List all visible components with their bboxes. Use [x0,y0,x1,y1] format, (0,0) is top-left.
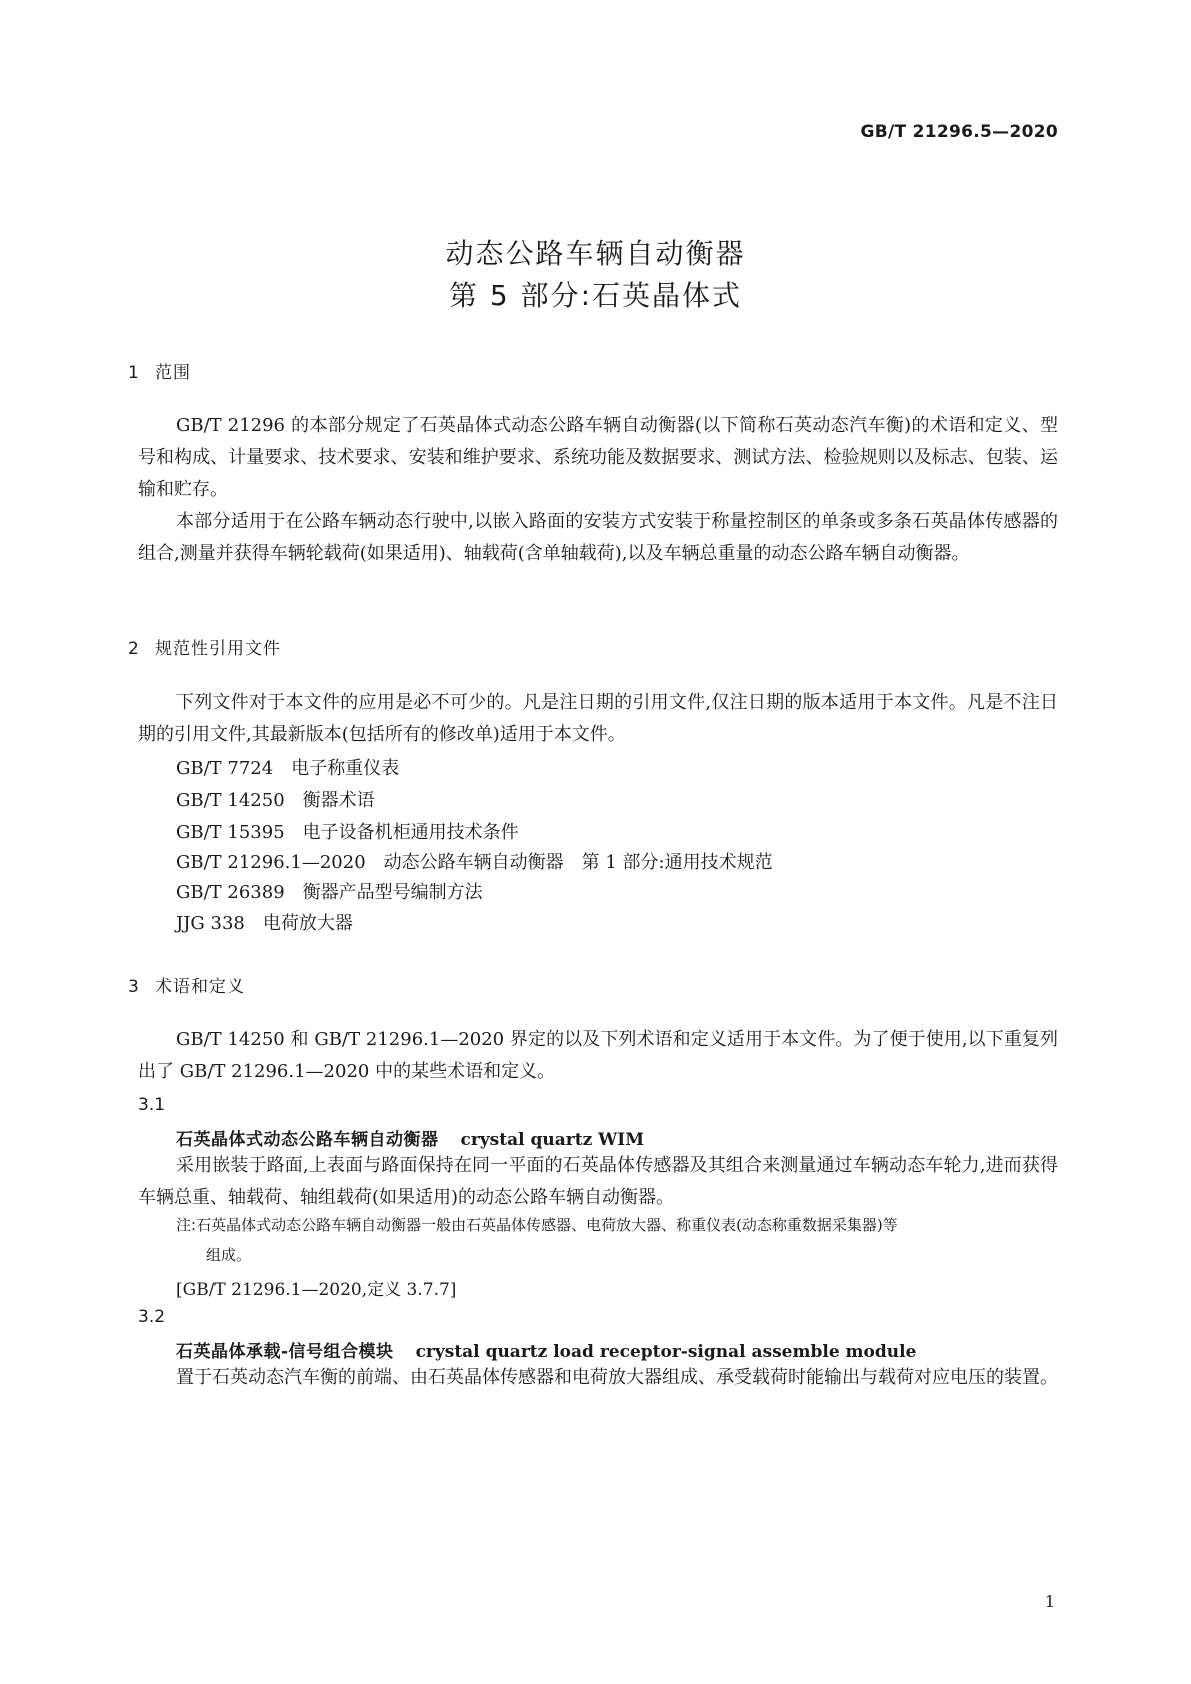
reference-title: 电荷放大器 [262,913,353,934]
section-title: 术语和定义 [155,977,245,997]
term-name-cn: 石英晶体式动态公路车辆自动衡器 [176,1130,439,1150]
section-heading-normative-references [128,634,281,659]
note-text-continued: 组成。 [206,1246,252,1264]
reference-code: JJG 338 [176,913,245,934]
term-definition: 采用嵌装于路面,上表面与路面保持在同一平面的石英晶体传感器及其组合来测量通过车辆动态车轮力,进而获得车辆总重、轴载荷、轴组载荷(如果适用)的动态公路车辆自动衡器。 [138,1155,1058,1208]
term-definition: 置于石英动态汽车衡的前端、由石英晶体传感器和电荷放大器组成、承受载荷时能输出与载荷对应电压的装置。 [176,1367,1058,1388]
section-title: 范围 [155,363,191,383]
term-name [176,1337,916,1362]
document-title: 动态公路车辆自动衡器 [445,237,746,270]
standard-number: GB/T 21296.5—2020 [860,122,1058,142]
reference-title: 电子称重仪表 [291,758,400,779]
paragraph: GB/T 14250 和 GB/T 21296.1—2020 界定的以及下列术语和定义适用于本文件。为了便于使用,以下重复列出了 GB/T 21296.1—2020 中的某些术语和定义。 [138,1029,1058,1082]
term-number: 3.1 [138,1095,166,1115]
reference-item [176,786,375,812]
section-number: 3 [128,977,139,997]
note-label: 注: [176,1216,197,1234]
section-number: 1 [128,363,139,383]
reference-code: GB/T 15395 [176,822,285,843]
paragraph: 下列文件对于本文件的应用是必不可少的。凡是注日期的引用文件,仅注日期的版本适用于本文件。凡是不注日期的引用文件,其最新版本(包括所有的修改单)适用于本文件。 [138,692,1058,745]
term-name-cn: 石英晶体承载-信号组合模块 [176,1342,394,1362]
reference-code: GB/T 14250 [176,790,285,811]
note-text: 石英晶体式动态公路车辆自动衡器一般由石英晶体传感器、电荷放大器、称重仪表(动态称重数据采集器)等 [196,1216,898,1234]
paragraph: 本部分适用于在公路车辆动态行驶中,以嵌入路面的安装方式安装于称量控制区的单条或多条石英晶体传感器的组合,测量并获得车辆轮载荷(如果适用)、轴载荷(含单轴载荷),以及车辆总重量的动态公路车辆自动衡器。 [138,511,1058,564]
reference-title: 衡器术语 [302,790,375,811]
reference-title: 衡器产品型号编制方法 [302,882,483,903]
reference-item [176,818,519,844]
section-heading-terms-definitions [128,972,245,997]
section-heading-scope [128,358,191,383]
reference-code: GB/T 26389 [176,882,285,903]
section-number: 2 [128,639,139,659]
term-note [176,1210,1056,1270]
term-name [176,1125,644,1150]
term-number: 3.2 [138,1307,166,1327]
reference-item [176,909,353,935]
reference-code: GB/T 7724 [176,758,274,779]
reference-title: 电子设备机柜通用技术条件 [302,822,519,843]
reference-item [176,848,773,874]
reference-title: 动态公路车辆自动衡器 第 1 部分:通用技术规范 [383,852,773,873]
page-number: 1 [1044,1592,1055,1611]
reference-item [176,754,399,780]
reference-code: GB/T 21296.1—2020 [176,852,366,873]
term-source: [GB/T 21296.1—2020,定义 3.7.7] [176,1280,457,1300]
document-subtitle: 第 5 部分:石英晶体式 [448,279,743,312]
reference-item [176,878,483,904]
section-title: 规范性引用文件 [155,639,281,659]
term-name-en: crystal quartz WIM [460,1130,645,1150]
paragraph: GB/T 21296 的本部分规定了石英晶体式动态公路车辆自动衡器(以下简称石英动态汽车衡)的术语和定义、型号和构成、计量要求、技术要求、安装和维护要求、系统功能及数据要求、测试方法、检验规则以及标志、包装、运输和贮存。 [138,415,1058,500]
term-name-en: crystal quartz load receptor-signal assemble module [415,1342,917,1362]
